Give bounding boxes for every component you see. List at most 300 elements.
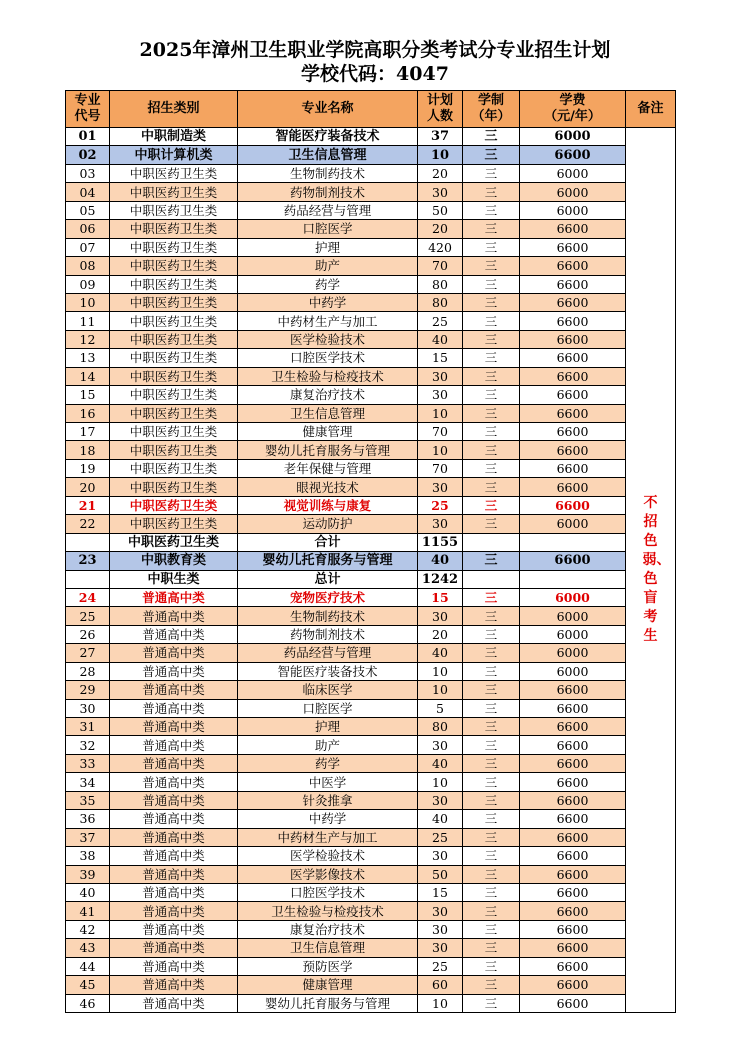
header-fee: 学费 （元/年） bbox=[520, 91, 626, 128]
cell-fee: 6000 bbox=[520, 201, 626, 219]
cell-code: 11 bbox=[66, 312, 110, 330]
cell-years: 三 bbox=[463, 386, 520, 404]
table-row bbox=[66, 736, 676, 754]
cell-major: 预防医学 bbox=[238, 957, 418, 975]
cell-fee: 6600 bbox=[520, 847, 626, 865]
cell-years bbox=[463, 533, 520, 551]
cell-fee: 6600 bbox=[520, 312, 626, 330]
table-row bbox=[66, 810, 676, 828]
cell-code: 41 bbox=[66, 902, 110, 920]
cell-major: 临床医学 bbox=[238, 681, 418, 699]
cell-plan: 20 bbox=[418, 625, 463, 643]
table-row bbox=[66, 570, 676, 588]
cell-category: 中职医药卫生类 bbox=[110, 164, 238, 182]
cell-code: 35 bbox=[66, 791, 110, 809]
cell-plan: 40 bbox=[418, 644, 463, 662]
cell-category: 中职医药卫生类 bbox=[110, 367, 238, 385]
cell-code: 26 bbox=[66, 625, 110, 643]
cell-code: 17 bbox=[66, 423, 110, 441]
cell-fee: 6600 bbox=[520, 699, 626, 717]
cell-plan: 10 bbox=[418, 773, 463, 791]
header-major: 专业名称 bbox=[238, 91, 418, 128]
cell-category: 中职医药卫生类 bbox=[110, 220, 238, 238]
cell-fee: 6600 bbox=[520, 478, 626, 496]
cell-category: 普通高中类 bbox=[110, 939, 238, 957]
cell-years: 三 bbox=[463, 257, 520, 275]
school-code: 学校代码：4047 bbox=[301, 63, 449, 85]
table-row bbox=[66, 183, 676, 201]
cell-fee: 6600 bbox=[520, 257, 626, 275]
cell-years: 三 bbox=[463, 736, 520, 754]
cell-fee: 6600 bbox=[520, 791, 626, 809]
cell-code: 40 bbox=[66, 883, 110, 901]
cell-plan: 30 bbox=[418, 607, 463, 625]
cell-code: 37 bbox=[66, 828, 110, 846]
cell-years: 三 bbox=[463, 754, 520, 772]
cell-plan: 30 bbox=[418, 939, 463, 957]
cell-years: 三 bbox=[463, 275, 520, 293]
cell-code: 06 bbox=[66, 220, 110, 238]
cell-years: 三 bbox=[463, 681, 520, 699]
table-row bbox=[66, 478, 676, 496]
cell-plan: 80 bbox=[418, 718, 463, 736]
cell-category: 中职医药卫生类 bbox=[110, 404, 238, 422]
cell-category: 中职医药卫生类 bbox=[110, 496, 238, 514]
table-header-row bbox=[66, 91, 676, 128]
cell-major: 生物制药技术 bbox=[238, 164, 418, 182]
cell-plan: 20 bbox=[418, 164, 463, 182]
table-row bbox=[66, 367, 676, 385]
cell-category: 中职医药卫生类 bbox=[110, 386, 238, 404]
cell-plan: 30 bbox=[418, 920, 463, 938]
cell-plan: 10 bbox=[418, 404, 463, 422]
table-row bbox=[66, 128, 676, 146]
table-row bbox=[66, 404, 676, 422]
cell-plan: 1155 bbox=[418, 533, 463, 551]
table-row bbox=[66, 201, 676, 219]
cell-years: 三 bbox=[463, 183, 520, 201]
cell-major: 运动防护 bbox=[238, 515, 418, 533]
cell-years: 三 bbox=[463, 939, 520, 957]
cell-category: 中职医药卫生类 bbox=[110, 533, 238, 551]
cell-years: 三 bbox=[463, 238, 520, 256]
cell-plan: 70 bbox=[418, 257, 463, 275]
table-row bbox=[66, 607, 676, 625]
cell-fee bbox=[520, 570, 626, 588]
header-category: 招生类别 bbox=[110, 91, 238, 128]
cell-plan: 25 bbox=[418, 496, 463, 514]
cell-category: 普通高中类 bbox=[110, 718, 238, 736]
cell-years: 三 bbox=[463, 128, 520, 146]
table-row bbox=[66, 441, 676, 459]
table-row bbox=[66, 423, 676, 441]
cell-category: 中职医药卫生类 bbox=[110, 257, 238, 275]
cell-major: 卫生检验与检疫技术 bbox=[238, 902, 418, 920]
cell-fee: 6600 bbox=[520, 459, 626, 477]
cell-major: 老年保健与管理 bbox=[238, 459, 418, 477]
cell-fee: 6000 bbox=[520, 625, 626, 643]
cell-major: 生物制药技术 bbox=[238, 607, 418, 625]
cell-major: 口腔医学 bbox=[238, 699, 418, 717]
cell-plan: 5 bbox=[418, 699, 463, 717]
cell-years: 三 bbox=[463, 146, 520, 164]
table-body bbox=[66, 128, 676, 1013]
cell-plan: 40 bbox=[418, 810, 463, 828]
cell-plan: 30 bbox=[418, 386, 463, 404]
cell-code: 08 bbox=[66, 257, 110, 275]
cell-fee: 6600 bbox=[520, 552, 626, 570]
cell-years: 三 bbox=[463, 718, 520, 736]
cell-plan: 15 bbox=[418, 883, 463, 901]
cell-fee: 6600 bbox=[520, 238, 626, 256]
cell-years: 三 bbox=[463, 404, 520, 422]
cell-fee bbox=[520, 533, 626, 551]
cell-plan: 25 bbox=[418, 957, 463, 975]
cell-code: 27 bbox=[66, 644, 110, 662]
cell-major: 药品经营与管理 bbox=[238, 201, 418, 219]
table-row bbox=[66, 312, 676, 330]
cell-plan: 40 bbox=[418, 330, 463, 348]
cell-fee: 6600 bbox=[520, 146, 626, 164]
cell-plan: 25 bbox=[418, 312, 463, 330]
cell-category: 普通高中类 bbox=[110, 791, 238, 809]
cell-category: 中职医药卫生类 bbox=[110, 459, 238, 477]
cell-code: 19 bbox=[66, 459, 110, 477]
cell-major: 智能医疗装备技术 bbox=[238, 128, 418, 146]
cell-category: 中职医药卫生类 bbox=[110, 275, 238, 293]
cell-years: 三 bbox=[463, 810, 520, 828]
table-row bbox=[66, 238, 676, 256]
cell-category: 中职医药卫生类 bbox=[110, 312, 238, 330]
cell-category: 中职医药卫生类 bbox=[110, 515, 238, 533]
cell-plan: 30 bbox=[418, 847, 463, 865]
cell-years: 三 bbox=[463, 847, 520, 865]
cell-category: 普通高中类 bbox=[110, 847, 238, 865]
table-row bbox=[66, 976, 676, 994]
cell-category: 中职医药卫生类 bbox=[110, 183, 238, 201]
cell-category: 普通高中类 bbox=[110, 588, 238, 606]
cell-plan: 30 bbox=[418, 515, 463, 533]
cell-years: 三 bbox=[463, 515, 520, 533]
cell-category: 普通高中类 bbox=[110, 625, 238, 643]
cell-code: 43 bbox=[66, 939, 110, 957]
table-row bbox=[66, 939, 676, 957]
cell-fee: 6000 bbox=[520, 607, 626, 625]
cell-years: 三 bbox=[463, 588, 520, 606]
cell-years: 三 bbox=[463, 828, 520, 846]
cell-code bbox=[66, 570, 110, 588]
cell-major: 宠物医疗技术 bbox=[238, 588, 418, 606]
cell-plan: 40 bbox=[418, 552, 463, 570]
table-row bbox=[66, 699, 676, 717]
cell-fee: 6600 bbox=[520, 883, 626, 901]
cell-years: 三 bbox=[463, 865, 520, 883]
cell-plan: 30 bbox=[418, 791, 463, 809]
cell-code: 36 bbox=[66, 810, 110, 828]
cell-fee: 6600 bbox=[520, 957, 626, 975]
cell-years: 三 bbox=[463, 441, 520, 459]
header-note: 备注 bbox=[626, 91, 676, 128]
table-row bbox=[66, 459, 676, 477]
cell-plan: 40 bbox=[418, 754, 463, 772]
cell-plan: 10 bbox=[418, 994, 463, 1012]
cell-major: 合计 bbox=[238, 533, 418, 551]
cell-fee: 6600 bbox=[520, 718, 626, 736]
table-row bbox=[66, 330, 676, 348]
cell-plan: 30 bbox=[418, 367, 463, 385]
cell-years: 三 bbox=[463, 367, 520, 385]
cell-plan: 20 bbox=[418, 220, 463, 238]
cell-code: 25 bbox=[66, 607, 110, 625]
cell-years: 三 bbox=[463, 902, 520, 920]
cell-code: 14 bbox=[66, 367, 110, 385]
cell-category: 普通高中类 bbox=[110, 957, 238, 975]
cell-years: 三 bbox=[463, 883, 520, 901]
cell-fee: 6600 bbox=[520, 404, 626, 422]
cell-fee: 6000 bbox=[520, 662, 626, 680]
table-row bbox=[66, 791, 676, 809]
cell-code: 09 bbox=[66, 275, 110, 293]
cell-code: 21 bbox=[66, 496, 110, 514]
cell-category: 中职医药卫生类 bbox=[110, 441, 238, 459]
cell-category: 普通高中类 bbox=[110, 976, 238, 994]
cell-years: 三 bbox=[463, 220, 520, 238]
cell-major: 智能医疗装备技术 bbox=[238, 662, 418, 680]
cell-fee: 6600 bbox=[520, 386, 626, 404]
cell-category: 普通高中类 bbox=[110, 883, 238, 901]
cell-category: 普通高中类 bbox=[110, 607, 238, 625]
cell-major: 医学检验技术 bbox=[238, 330, 418, 348]
cell-years: 三 bbox=[463, 201, 520, 219]
cell-major: 药品经营与管理 bbox=[238, 644, 418, 662]
cell-category: 普通高中类 bbox=[110, 865, 238, 883]
table-row bbox=[66, 533, 676, 551]
cell-plan: 10 bbox=[418, 441, 463, 459]
cell-fee: 6600 bbox=[520, 939, 626, 957]
table-row bbox=[66, 865, 676, 883]
cell-years bbox=[463, 570, 520, 588]
header-years: 学制 （年） bbox=[463, 91, 520, 128]
cell-category: 中职医药卫生类 bbox=[110, 423, 238, 441]
cell-code: 38 bbox=[66, 847, 110, 865]
cell-major: 药物制剂技术 bbox=[238, 625, 418, 643]
cell-years: 三 bbox=[463, 293, 520, 311]
cell-category: 普通高中类 bbox=[110, 810, 238, 828]
cell-years: 三 bbox=[463, 957, 520, 975]
cell-years: 三 bbox=[463, 644, 520, 662]
cell-category: 普通高中类 bbox=[110, 773, 238, 791]
cell-fee: 6600 bbox=[520, 349, 626, 367]
cell-category: 普通高中类 bbox=[110, 699, 238, 717]
cell-category: 普通高中类 bbox=[110, 681, 238, 699]
cell-years: 三 bbox=[463, 312, 520, 330]
cell-category: 普通高中类 bbox=[110, 920, 238, 938]
table-row bbox=[66, 662, 676, 680]
cell-years: 三 bbox=[463, 459, 520, 477]
cell-code: 12 bbox=[66, 330, 110, 348]
table-row bbox=[66, 349, 676, 367]
cell-category: 中职医药卫生类 bbox=[110, 478, 238, 496]
table-row bbox=[66, 902, 676, 920]
table-row bbox=[66, 847, 676, 865]
cell-fee: 6600 bbox=[520, 810, 626, 828]
cell-major: 助产 bbox=[238, 736, 418, 754]
cell-code: 42 bbox=[66, 920, 110, 938]
cell-code: 39 bbox=[66, 865, 110, 883]
cell-category: 普通高中类 bbox=[110, 736, 238, 754]
cell-code: 31 bbox=[66, 718, 110, 736]
cell-major: 口腔医学技术 bbox=[238, 349, 418, 367]
cell-major: 婴幼儿托育服务与管理 bbox=[238, 994, 418, 1012]
table-row bbox=[66, 386, 676, 404]
cell-category: 普通高中类 bbox=[110, 644, 238, 662]
cell-code: 05 bbox=[66, 201, 110, 219]
cell-code: 45 bbox=[66, 976, 110, 994]
cell-code: 30 bbox=[66, 699, 110, 717]
cell-plan: 30 bbox=[418, 736, 463, 754]
cell-major: 口腔医学技术 bbox=[238, 883, 418, 901]
cell-plan: 15 bbox=[418, 349, 463, 367]
cell-major: 中药材生产与加工 bbox=[238, 312, 418, 330]
cell-code: 18 bbox=[66, 441, 110, 459]
cell-fee: 6600 bbox=[520, 220, 626, 238]
cell-years: 三 bbox=[463, 773, 520, 791]
cell-years: 三 bbox=[463, 699, 520, 717]
cell-code: 16 bbox=[66, 404, 110, 422]
cell-code: 32 bbox=[66, 736, 110, 754]
cell-plan: 50 bbox=[418, 201, 463, 219]
cell-category: 中职生类 bbox=[110, 570, 238, 588]
cell-major: 康复治疗技术 bbox=[238, 920, 418, 938]
cell-code: 13 bbox=[66, 349, 110, 367]
header-code: 专业 代号 bbox=[66, 91, 110, 128]
cell-plan: 25 bbox=[418, 828, 463, 846]
table-row bbox=[66, 773, 676, 791]
cell-years: 三 bbox=[463, 478, 520, 496]
table-row bbox=[66, 515, 676, 533]
cell-major: 针灸推拿 bbox=[238, 791, 418, 809]
cell-years: 三 bbox=[463, 607, 520, 625]
cell-category: 中职医药卫生类 bbox=[110, 238, 238, 256]
cell-category: 中职医药卫生类 bbox=[110, 349, 238, 367]
cell-fee: 6600 bbox=[520, 773, 626, 791]
cell-code: 22 bbox=[66, 515, 110, 533]
cell-major: 护理 bbox=[238, 718, 418, 736]
cell-years: 三 bbox=[463, 349, 520, 367]
cell-major: 药物制剂技术 bbox=[238, 183, 418, 201]
cell-major: 眼视光技术 bbox=[238, 478, 418, 496]
cell-major: 卫生检验与检疫技术 bbox=[238, 367, 418, 385]
cell-fee: 6600 bbox=[520, 994, 626, 1012]
table-row bbox=[66, 681, 676, 699]
cell-major: 医学检验技术 bbox=[238, 847, 418, 865]
cell-category: 中职计算机类 bbox=[110, 146, 238, 164]
cell-fee: 6600 bbox=[520, 275, 626, 293]
cell-code: 46 bbox=[66, 994, 110, 1012]
cell-plan: 30 bbox=[418, 478, 463, 496]
table-row bbox=[66, 257, 676, 275]
cell-code: 04 bbox=[66, 183, 110, 201]
cell-plan: 80 bbox=[418, 275, 463, 293]
cell-plan: 30 bbox=[418, 183, 463, 201]
cell-fee: 6000 bbox=[520, 644, 626, 662]
cell-fee: 6600 bbox=[520, 828, 626, 846]
cell-fee: 6600 bbox=[520, 441, 626, 459]
cell-fee: 6000 bbox=[520, 588, 626, 606]
cell-plan: 15 bbox=[418, 588, 463, 606]
cell-code: 10 bbox=[66, 293, 110, 311]
table-row bbox=[66, 146, 676, 164]
cell-fee: 6600 bbox=[520, 976, 626, 994]
cell-fee: 6600 bbox=[520, 330, 626, 348]
cell-years: 三 bbox=[463, 662, 520, 680]
cell-code: 23 bbox=[66, 552, 110, 570]
cell-plan: 420 bbox=[418, 238, 463, 256]
cell-code: 44 bbox=[66, 957, 110, 975]
note-cell bbox=[626, 128, 676, 1013]
table-row bbox=[66, 644, 676, 662]
cell-years: 三 bbox=[463, 330, 520, 348]
cell-major: 婴幼儿托育服务与管理 bbox=[238, 441, 418, 459]
cell-years: 三 bbox=[463, 994, 520, 1012]
table-row bbox=[66, 883, 676, 901]
cell-code: 15 bbox=[66, 386, 110, 404]
cell-category: 普通高中类 bbox=[110, 754, 238, 772]
cell-major: 卫生信息管理 bbox=[238, 404, 418, 422]
cell-fee: 6000 bbox=[520, 183, 626, 201]
header-plan: 计划 人数 bbox=[418, 91, 463, 128]
cell-years: 三 bbox=[463, 423, 520, 441]
cell-code: 29 bbox=[66, 681, 110, 699]
cell-plan: 60 bbox=[418, 976, 463, 994]
cell-plan: 50 bbox=[418, 865, 463, 883]
cell-plan: 1242 bbox=[418, 570, 463, 588]
table-row bbox=[66, 496, 676, 514]
cell-fee: 6600 bbox=[520, 293, 626, 311]
cell-years: 三 bbox=[463, 552, 520, 570]
cell-major: 中药材生产与加工 bbox=[238, 828, 418, 846]
cell-major: 视觉训练与康复 bbox=[238, 496, 418, 514]
table-row bbox=[66, 754, 676, 772]
enrollment-plan-table bbox=[65, 90, 676, 1013]
table-row bbox=[66, 718, 676, 736]
document-title: 2025年漳州卫生职业学院高职分类考试分专业招生计划 bbox=[139, 39, 611, 61]
cell-major: 总计 bbox=[238, 570, 418, 588]
cell-major: 药学 bbox=[238, 275, 418, 293]
cell-fee: 6600 bbox=[520, 423, 626, 441]
cell-category: 普通高中类 bbox=[110, 994, 238, 1012]
cell-plan: 37 bbox=[418, 128, 463, 146]
cell-fee: 6600 bbox=[520, 902, 626, 920]
note-text: 不招色弱、色盲考生 bbox=[642, 495, 671, 644]
cell-category: 中职医药卫生类 bbox=[110, 201, 238, 219]
cell-major: 中医学 bbox=[238, 773, 418, 791]
cell-years: 三 bbox=[463, 791, 520, 809]
cell-plan: 70 bbox=[418, 459, 463, 477]
table-row bbox=[66, 920, 676, 938]
table-row bbox=[66, 293, 676, 311]
cell-category: 中职医药卫生类 bbox=[110, 293, 238, 311]
cell-category: 普通高中类 bbox=[110, 662, 238, 680]
cell-fee: 6600 bbox=[520, 736, 626, 754]
cell-fee: 6000 bbox=[520, 164, 626, 182]
cell-plan: 30 bbox=[418, 902, 463, 920]
cell-major: 药学 bbox=[238, 754, 418, 772]
cell-code: 24 bbox=[66, 588, 110, 606]
cell-years: 三 bbox=[463, 164, 520, 182]
cell-plan: 70 bbox=[418, 423, 463, 441]
cell-plan: 10 bbox=[418, 662, 463, 680]
